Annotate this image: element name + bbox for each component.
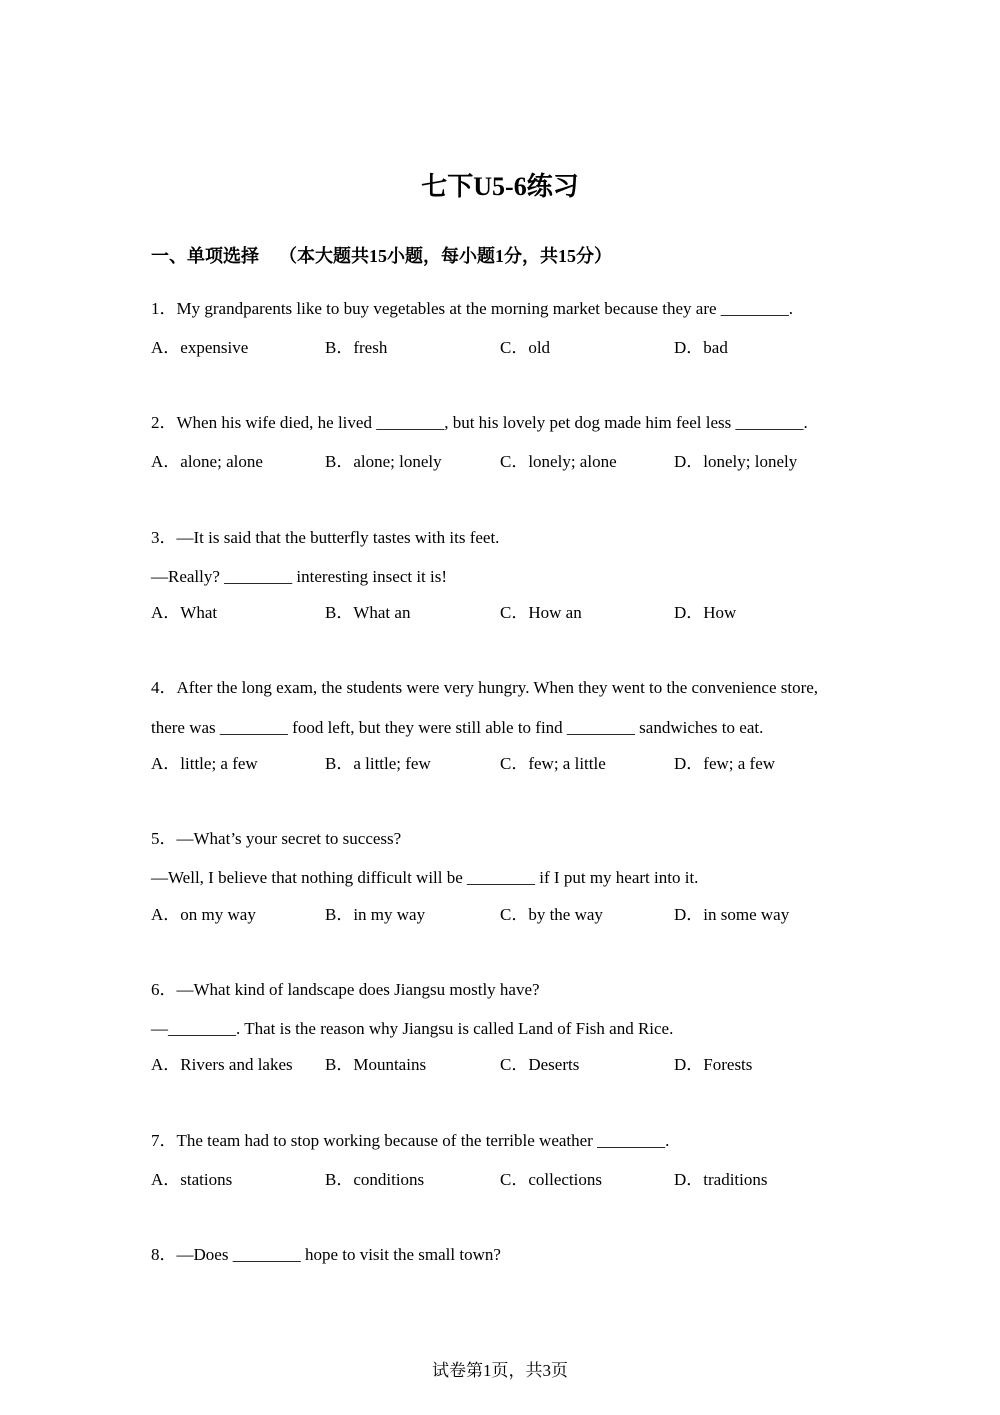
question-6-text: 6．—What kind of landscape does Jiangsu mostly have? [151,980,540,999]
question-3-option-d: D．How [674,603,737,622]
question-3-option-b: B．What an [325,603,411,622]
question-3-text: 3．—It is said that the butterfly tastes with its feet. [151,528,500,547]
question-8-text: 8．—Does ________ hope to visit the small town? [151,1245,501,1264]
question-2-option-a: A．alone; alone [151,452,263,471]
question-5-option-d: D．in some way [674,905,790,924]
question-1-text: 1．My grandparents like to buy vegetables at the morning market because they are ________. [151,299,794,318]
question-4-text-line2: there was ________ food left, but they were still able to find ________ sandwiches to eat. [151,718,764,737]
question-5-option-a: A．on my way [151,905,256,924]
question-2-text: 2．When his wife died, he lived ________, but his lovely pet dog made him feel less ________. [151,413,808,432]
question-2-option-b: B．alone; lonely [325,452,442,471]
question-2-option-c: C．lonely; alone [500,452,617,471]
question-7-option-a: A．stations [151,1170,233,1189]
question-4-option-d: D．few; a few [674,754,776,773]
question-6-option-b: B．Mountains [325,1055,427,1074]
question-4-option-a: A．little; a few [151,754,258,773]
question-7-option-b: B．conditions [325,1170,425,1189]
section-heading [151,242,612,268]
question-3-text-line2: —Really? ________ interesting insect it is! [151,567,448,586]
question-5-text: 5．—What’s your secret to success? [151,829,402,848]
question-5-option-b: B．in my way [325,905,426,924]
question-5-text-line2: —Well, I believe that nothing difficult will be ________ if I put my heart into it. [151,868,699,887]
question-4-option-c: C．few; a little [500,754,606,773]
question-6-text-line2: —________. That is the reason why Jiangsu is called Land of Fish and Rice. [151,1019,674,1038]
question-3-option-c: C．How an [500,603,582,622]
question-6-option-a: A．Rivers and lakes [151,1055,293,1074]
question-1-option-a: A．expensive [151,338,249,357]
question-7-text: 7．The team had to stop working because of the terrible weather ________. [151,1131,670,1150]
question-1-option-d: D．bad [674,338,728,357]
question-1-option-b: B．fresh [325,338,388,357]
question-4-text: 4．After the long exam, the students were very hungry. When they went to the convenience store, [151,678,819,697]
question-5-option-c: C．by the way [500,905,603,924]
question-2-option-d: D．lonely; lonely [674,452,798,471]
question-3-option-a: A．What [151,603,218,622]
section-heading-note: （本大题共15小题，每小题1分，共15分） [279,246,612,266]
question-7-option-d: D．traditions [674,1170,768,1189]
page-title: 七下U5-6练习 [421,172,579,201]
question-1-option-c: C．old [500,338,551,357]
question-4-option-b: B．a little; few [325,754,431,773]
question-6-option-c: C．Deserts [500,1055,580,1074]
page-footer: 试卷第1页，共3页 [432,1361,568,1380]
question-6-option-d: D．Forests [674,1055,753,1074]
section-heading-label: 一、单项选择 [151,246,259,266]
question-7-option-c: C．collections [500,1170,602,1189]
